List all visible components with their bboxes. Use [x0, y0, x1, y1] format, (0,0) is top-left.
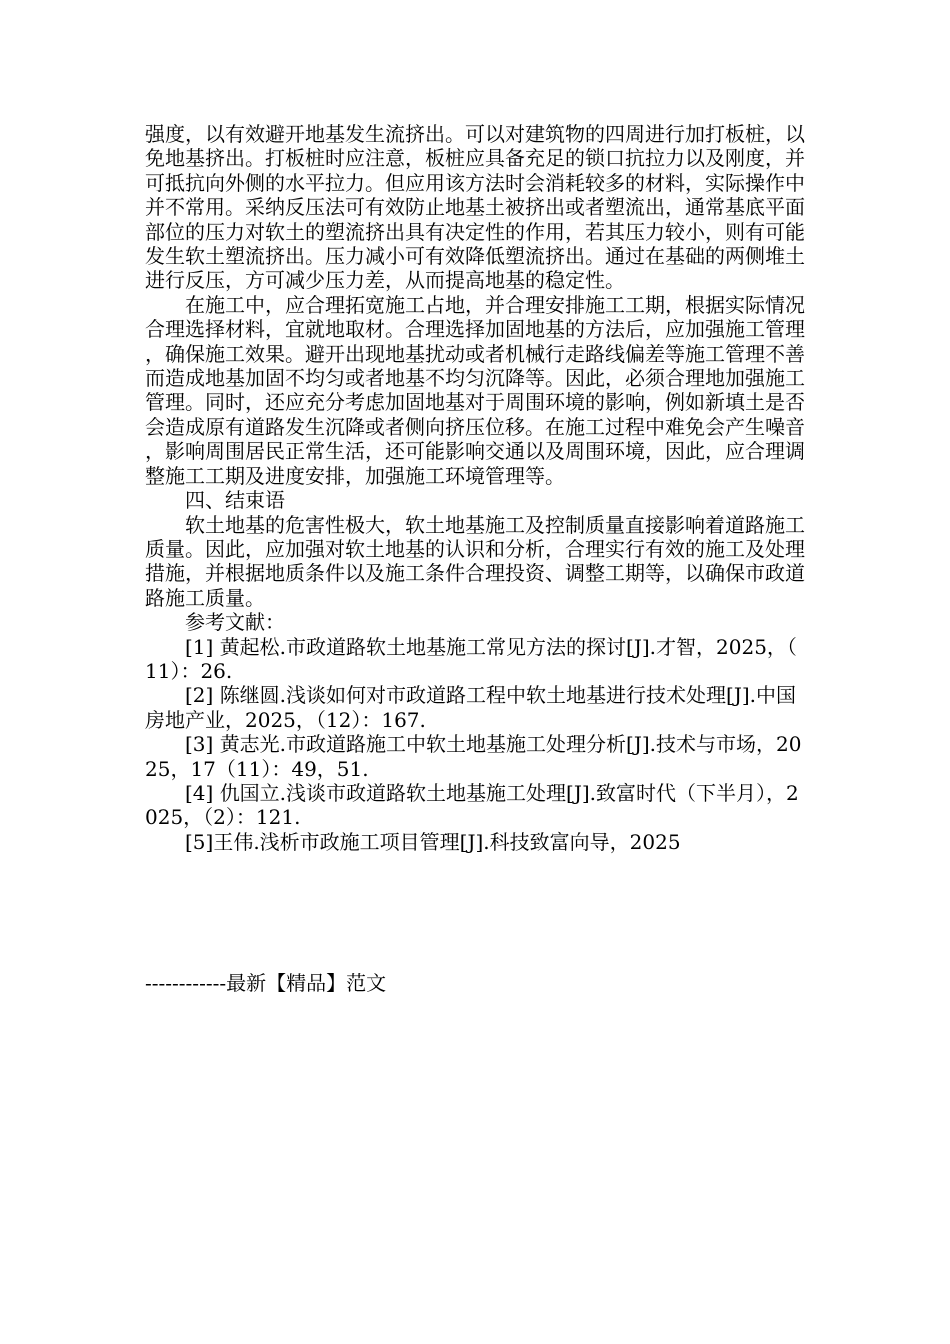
reference-item-5: [5]王伟.浅析市政施工项目管理[J].科技致富向导，2025 — [185, 829, 681, 854]
reference-item-2: [2] 陈继圆.浅谈如何对市政道路工程中软土地基进行技术处理[J].中国房地产业，2025，（12）：167. — [145, 683, 797, 732]
body-paragraph-2: 在施工中，应合理拓宽施工占地，并合理安排施工工期，根据实际情况合理选择材料，宜就地取材。合理选择加固地基的方法后，应加强施工管理，确保施工效果。避开出现地基扰动或者机械行走路线偏差等施工管理不善而造成地基加固不均匀或者地基不均匀沉降等。因此，必须合理地加强施工管理。同时，还应充分考虑加固地基对于周围环境的影响，例如新填土是否会造成原有道路发生沉降或者侧向挤压位移。在施工过程中难免会产生噪音，影响周围居民正常生活，还可能影响交通以及周围环境，因此，应合理调整施工工期及进度安排，加强施工环境管理等。 — [145, 292, 805, 488]
references-list — [145, 635, 805, 855]
conclusion-paragraph: 软土地基的危害性极大，软土地基施工及控制质量直接影响着道路施工质量。因此，应加强对软土地基的认识和分析，合理实行有效的施工及处理措施，并根据地质条件以及施工条件合理投资、调整工期等，以确保市政道路施工质量。 — [145, 512, 805, 610]
reference-item-4: [4] 仇国立.浅谈市政道路软土地基施工处理[J].致富时代（下半月），2025，（2）：121. — [145, 780, 799, 830]
reference-item-3: [3] 黄志光.市政道路施工中软土地基施工处理分析[J].技术与市场，2025，17（11）：49，51. — [145, 732, 802, 781]
section-heading-conclusion: 四、结束语 — [185, 488, 285, 513]
references-heading: 参考文献： — [185, 610, 285, 635]
footer-tagline: ------------最新【精品】范文 — [145, 971, 387, 995]
document-body — [145, 122, 805, 854]
reference-item-1: [1] 黄起松.市政道路软土地基施工常见方法的探讨[J].才智，2025，（11）：26. — [145, 634, 797, 683]
body-paragraph-1: 强度，以有效避开地基发生流挤出。可以对建筑物的四周进行加打板桩，以免地基挤出。打板桩时应注意，板桩应具备充足的锁口抗拉力以及刚度，并可抵抗向外侧的水平拉力。但应用该方法时会消耗较多的材料，实际操作中并不常用。采纳反压法可有效防止地基土被挤出或者塑流出，通常基底平面部位的压力对软土的塑流挤出具有决定性的作用，若其压力较小，则有可能发生软土塑流挤出。压力减小可有效降低塑流挤出。通过在基础的两侧堆土进行反压，方可减少压力差，从而提高地基的稳定性。 — [145, 122, 805, 293]
